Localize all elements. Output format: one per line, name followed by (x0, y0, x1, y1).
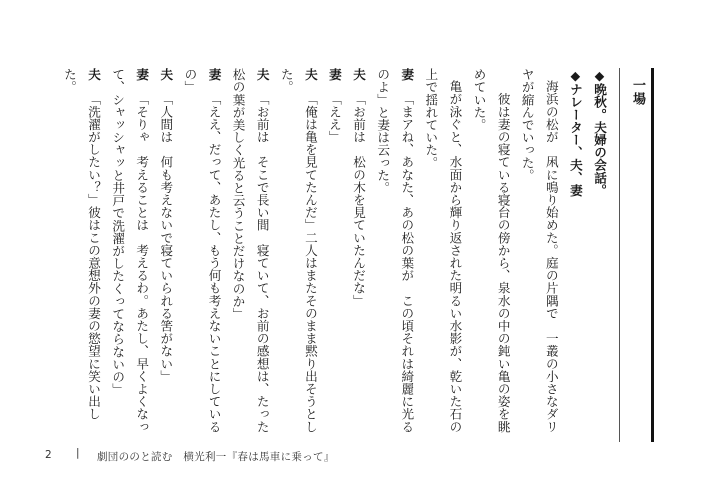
speaker-label: 妻 (399, 68, 415, 81)
speaker-label: 夫 (254, 68, 270, 81)
line-text: 「洗濯がしたい？」彼はこの意想外の妻の慾望に笑い出した。 (61, 68, 102, 421)
script-line-5 (346, 68, 370, 442)
line-text: 海浜の松が 凩に鳴り始めた。庭の片隅で 一叢の小さなダリヤが縮んでいった。 (519, 68, 559, 433)
line-text: 「ええ」 (326, 92, 342, 144)
speaker-label: 夫 (158, 68, 174, 81)
script-line-3 (418, 68, 466, 442)
line-text: 「俺は亀を見てたんだ」二人はまたそのまま黙り出そうとした。 (278, 68, 318, 433)
right-border-thick (651, 68, 654, 442)
speaker-label: 夫 (351, 68, 367, 81)
script-line-11 (105, 68, 153, 442)
line-text: 「お前は そこで長い間 寝ていて、お前の感想は、たった松の葉が美しく光ると云うことだけなのか」 (230, 68, 270, 433)
footer-title: 劇団ののと読む 横光利一『春は馬車に乗って』 (97, 451, 335, 463)
speaker-label: 妻 (206, 68, 222, 81)
script-line-12 (57, 68, 105, 442)
script-line-9 (177, 68, 225, 442)
script-line-8 (226, 68, 274, 442)
vertical-script-body (51, 68, 611, 442)
speaker-label: 夫 (302, 68, 318, 81)
script-line-2 (466, 68, 514, 442)
speaker-label: 妻 (326, 68, 342, 81)
line-text: 「ええ、だって、あたし、もう何も考えないことにしているの」 (182, 68, 222, 433)
line-text: 「そりゃ 考えることは 考えるわ。あたし、早くよくなって、シャッシャッと井戸で洗濯がしたくってならないの」 (110, 68, 150, 433)
speaker-label: 夫 (86, 68, 102, 81)
right-border-thin (619, 68, 620, 442)
script-line-10 (153, 68, 177, 442)
script-line-6 (322, 68, 346, 442)
line-text: 「人間は 何も考えないで寝ていられる筈がない」 (158, 92, 174, 383)
header-line-1: ◆晩秋。夫婦の会話。 (592, 68, 607, 197)
script-line-4 (370, 68, 418, 442)
script-line-7 (274, 68, 322, 442)
line-text: 亀が泳ぐと、水面から輝り返された明るい水影が、乾いた石の上で揺れていた。 (423, 68, 463, 433)
speaker-label: 妻 (134, 68, 150, 81)
page-number: 2 (45, 449, 52, 461)
page-footer (0, 446, 701, 466)
header-line-2: ◆ナレーター、夫、妻 (567, 68, 583, 197)
script-line-1 (515, 68, 563, 442)
line-text: 「お前は 松の木を見ていたんだな」 (351, 92, 367, 307)
scene-title: 一場 (630, 78, 645, 106)
line-text: 「まアね、あなた、あの松の葉が この頃それは綺麗に光るのよ」と妻は云った。 (375, 68, 415, 433)
footer-separator: | (76, 447, 80, 459)
line-text: 彼は妻の寝ている寝台の傍から、泉水の中の鈍い亀の姿を眺めていた。 (471, 68, 511, 433)
